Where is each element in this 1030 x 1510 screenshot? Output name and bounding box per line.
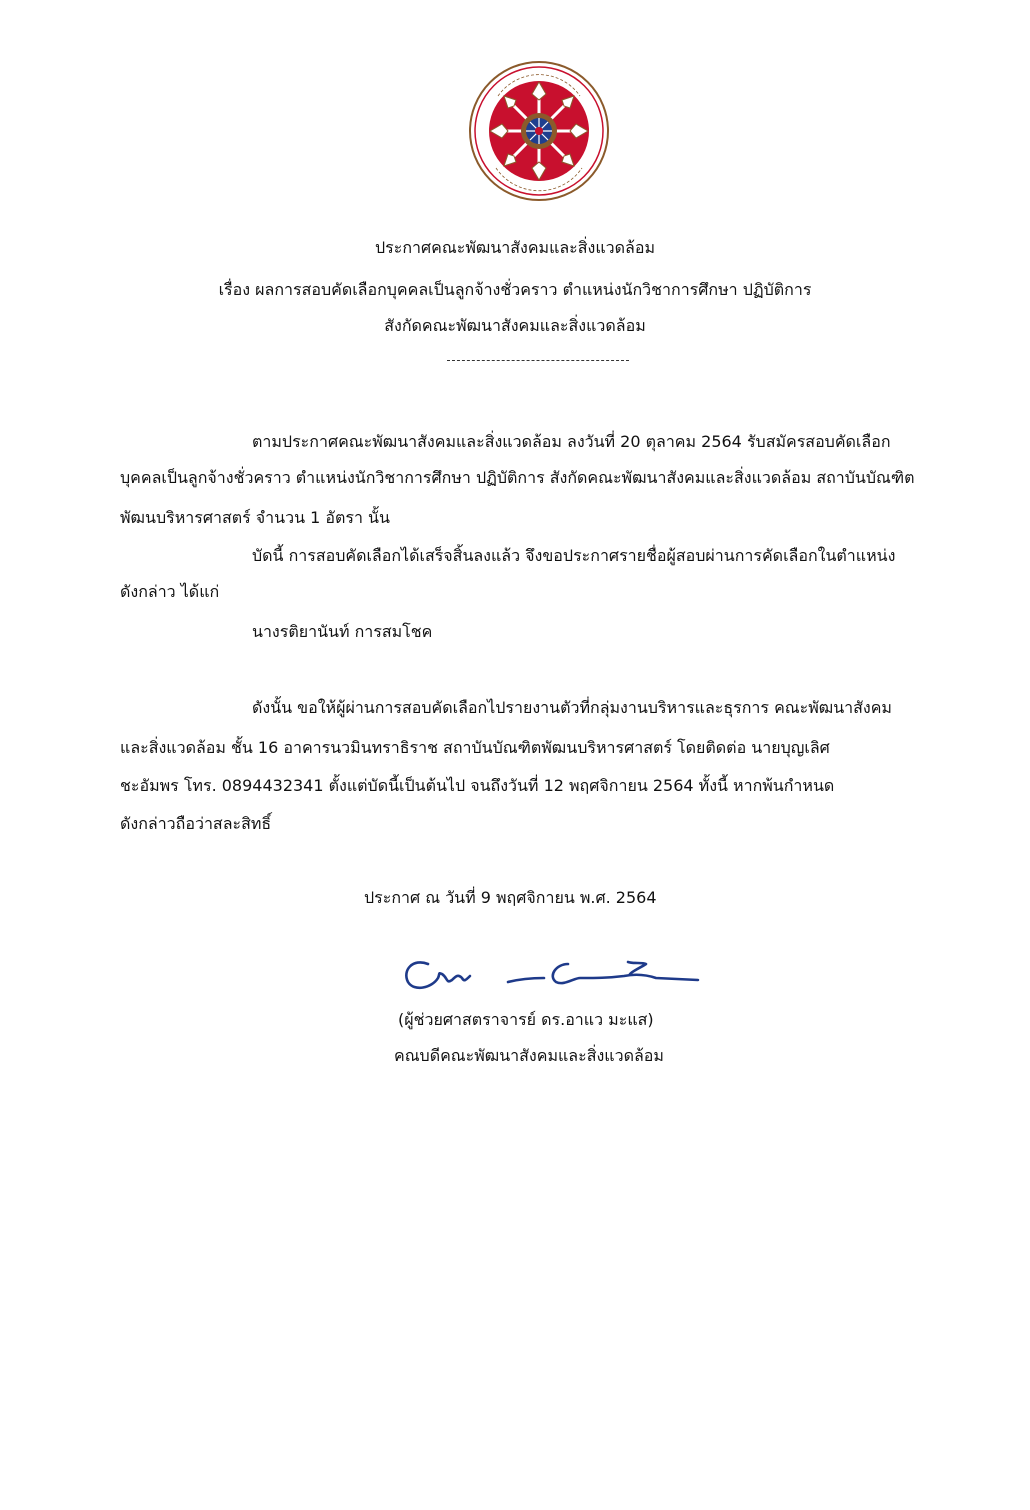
paragraph-3-line-3: ชะอัมพร โทร. 0894432341 ตั้งแต่บัดนี้เป็นต้นไป จนถึงวันที่ 12 พฤศจิกายน 2564 ทั้งนี้ หากพ้นกำหนด bbox=[120, 776, 835, 795]
divider-line bbox=[447, 360, 629, 361]
institution-seal-logo bbox=[468, 60, 610, 202]
paragraph-3-line-1: ดังนั้น ขอให้ผู้ผ่านการสอบคัดเลือกไปรายงานตัวที่กลุ่มงานบริหารและธุรการ คณะพัฒนาสังคม bbox=[252, 698, 892, 717]
paragraph-2-line-1: บัดนี้ การสอบคัดเลือกได้เสร็จสิ้นลงแล้ว จึงขอประกาศรายชื่อผู้สอบผ่านการคัดเลือกในตำแหน่ง bbox=[252, 546, 896, 565]
paragraph-2-line-2: ดังกล่าว ได้แก่ bbox=[120, 582, 220, 601]
paragraph-1-line-1: ตามประกาศคณะพัฒนาสังคมและสิ่งแวดล้อม ลงวันที่ 20 ตุลาคม 2564 รับสมัครสอบคัดเลือก bbox=[252, 432, 891, 451]
announcement-affiliation: สังกัดคณะพัฒนาสังคมและสิ่งแวดล้อม bbox=[384, 316, 646, 335]
paragraph-1-line-2: บุคคลเป็นลูกจ้างชั่วคราว ตำแหน่งนักวิชาการศึกษา ปฏิบัติการ สังกัดคณะพัฒนาสังคมและสิ่งแวดล้อม สถาบันบัณฑิต bbox=[120, 468, 915, 487]
announced-date: ประกาศ ณ วันที่ 9 พฤศจิกายน พ.ศ. 2564 bbox=[364, 888, 657, 907]
paragraph-3-line-2: และสิ่งแวดล้อม ชั้น 16 อาคารนวมินทราธิราช สถาบันบัณฑิตพัฒนบริหารศาสตร์ โดยติดต่อ นายบุญเลิศ bbox=[120, 738, 830, 757]
candidate-name: นางรติยานันท์ การสมโชค bbox=[252, 622, 433, 641]
paragraph-3-line-4: ดังกล่าวถือว่าสละสิทธิ์ bbox=[120, 814, 272, 833]
signer-name: (ผู้ช่วยศาสตราจารย์ ดร.อาแว มะแส) bbox=[398, 1010, 654, 1029]
announcement-title: ประกาศคณะพัฒนาสังคมและสิ่งแวดล้อม bbox=[375, 238, 655, 257]
paragraph-1-line-3: พัฒนบริหารศาสตร์ จำนวน 1 อัตรา นั้น bbox=[120, 508, 390, 527]
handwritten-signature bbox=[398, 950, 708, 1000]
signer-position: คณบดีคณะพัฒนาสังคมและสิ่งแวดล้อม bbox=[394, 1046, 664, 1065]
announcement-subject: เรื่อง ผลการสอบคัดเลือกบุคคลเป็นลูกจ้างชั่วคราว ตำแหน่งนักวิชาการศึกษา ปฏิบัติการ bbox=[218, 280, 812, 299]
